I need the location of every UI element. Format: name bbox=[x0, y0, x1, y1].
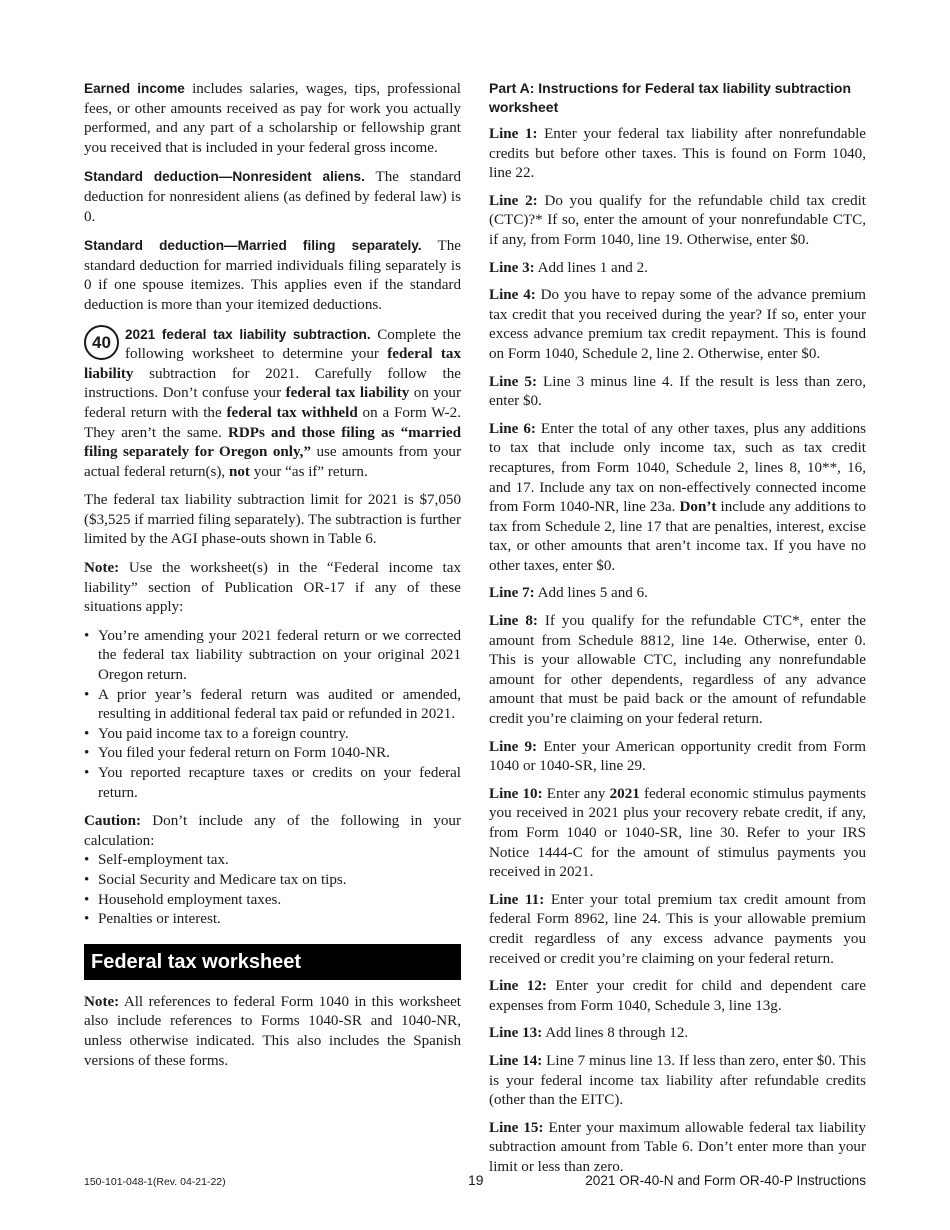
list-item-text: Penalties or interest. bbox=[98, 911, 221, 928]
std-deduction-nonresident-paragraph bbox=[84, 167, 461, 227]
worksheet-note-text: All references to federal Form 1040 in this worksheet also include references to Forms 1040-SR and 1040-NR, unless otherwise indicated. This also includes the Spanish versions of these forms. bbox=[84, 993, 461, 1069]
ftl-bold-5: not bbox=[228, 463, 250, 480]
line-10-instruction bbox=[489, 785, 866, 883]
line-4-instruction bbox=[489, 286, 866, 364]
line-9-instruction bbox=[489, 738, 866, 777]
line-label: Line 14: bbox=[489, 1052, 543, 1069]
list-item-text: Self-employment tax. bbox=[98, 852, 229, 869]
caution-text: Don’t include any of the following in your calculation: bbox=[84, 813, 461, 849]
line-text: Add lines 8 through 12. bbox=[542, 1025, 689, 1042]
line-text: Add lines 1 and 2. bbox=[534, 259, 648, 276]
note-text: Use the worksheet(s) in the “Federal income tax liability” section of Publication OR-17 if any of these situations apply: bbox=[84, 560, 461, 616]
list-item bbox=[84, 910, 461, 930]
line-text: Enter any bbox=[542, 785, 610, 802]
line-label: Line 5: bbox=[489, 373, 537, 390]
ftl-bold-3: federal tax withheld bbox=[226, 404, 358, 421]
line-text: Enter your credit for child and dependent care expenses from Form 1040, Schedule 3, line 13g. bbox=[489, 978, 867, 1014]
line-label: Line 12: bbox=[489, 978, 547, 995]
line-text: Line 3 minus line 4. If the result is less than zero, enter $0. bbox=[489, 373, 867, 410]
list-item bbox=[84, 891, 461, 911]
bullet: • bbox=[84, 765, 90, 781]
list-item bbox=[84, 744, 461, 764]
worksheet-note-paragraph bbox=[84, 993, 461, 1071]
ftl-text-5: use amounts from your actual federal return(s), bbox=[84, 444, 461, 480]
std-deduction-mfs-paragraph bbox=[84, 236, 461, 315]
line-14-instruction bbox=[489, 1052, 866, 1111]
list-item-text: A prior year’s federal return was audited or amended, resulting in additional federal tax paid or refunded in 2021. bbox=[98, 686, 461, 723]
line-1-instruction bbox=[489, 125, 866, 184]
bullet: • bbox=[84, 686, 90, 703]
ftl-text-3: on your federal return with the bbox=[84, 385, 461, 421]
line-label: Line 15: bbox=[489, 1119, 544, 1136]
line-label: Line 6: bbox=[489, 420, 536, 437]
line-label: Line 1: bbox=[489, 126, 538, 142]
line-5-instruction bbox=[489, 373, 866, 412]
line-13-instruction bbox=[489, 1024, 866, 1044]
line-8-instruction bbox=[489, 612, 866, 730]
part-a-heading: Part A: Instructions for Federal tax liability subtraction worksheet bbox=[489, 80, 851, 115]
page-number: 19 bbox=[468, 1172, 484, 1188]
bullet: • bbox=[84, 745, 90, 762]
list-item-text: You filed your federal return on Form 1040-NR. bbox=[98, 745, 390, 762]
note-paragraph bbox=[84, 559, 461, 618]
line-label: Line 8: bbox=[489, 613, 538, 630]
list-item bbox=[84, 871, 461, 891]
bullet: • bbox=[84, 627, 90, 644]
line-text: Enter your maximum allowable federal tax liability subtraction amount from Table 6. Don’t enter more than your limit or less than zero. bbox=[489, 1119, 867, 1175]
section-banner: Federal tax worksheet bbox=[84, 944, 461, 980]
worksheet-note-term: Note: bbox=[84, 993, 120, 1010]
bullet: • bbox=[84, 852, 90, 869]
ftl-bold-4: RDPs and those filing as “married filing separately for Oregon only,” bbox=[84, 424, 461, 461]
bullet: • bbox=[84, 725, 90, 742]
ftl-text-4: on a Form W-2. They aren’t the same. bbox=[84, 404, 461, 441]
std-deduction-mfs-term: Standard deduction—Married filing separately. bbox=[84, 238, 422, 254]
document-title: 2021 OR-40-N and Form OR-40-P Instructions bbox=[585, 1173, 866, 1188]
line-label: Line 10: bbox=[489, 785, 543, 802]
line-label: Line 3: bbox=[489, 259, 535, 276]
bullet: • bbox=[84, 911, 90, 928]
list-item bbox=[84, 627, 461, 686]
page-footer bbox=[84, 1172, 866, 1192]
earned-income-paragraph bbox=[84, 79, 461, 158]
line-emphasis: 2021 bbox=[609, 785, 640, 802]
list-item-text: Social Security and Medicare tax on tips. bbox=[98, 871, 347, 888]
exclusions-list bbox=[84, 851, 461, 929]
ftl-text-2: subtraction for 2021. Carefully follow the instructions. Don’t confuse your bbox=[84, 365, 461, 402]
list-item-text: You paid income tax to a foreign country. bbox=[98, 725, 349, 742]
earned-income-text: includes salaries, wages, tips, professional fees, or other amounts received as pay for work you actually performed, and any part of a scholarship or fellowship grant you received that is included in your federal gross income. bbox=[84, 81, 461, 156]
list-item bbox=[84, 725, 461, 745]
line-label: Line 4: bbox=[489, 287, 536, 304]
std-deduction-nonresident-term: Standard deduction—Nonresident aliens. bbox=[84, 169, 365, 185]
line-emphasis: Don’t bbox=[679, 499, 717, 516]
list-item-text: You reported recapture taxes or credits on your federal return. bbox=[98, 765, 461, 801]
line-7-instruction bbox=[489, 584, 866, 604]
line-6-instruction bbox=[489, 420, 866, 577]
line-11-instruction bbox=[489, 891, 866, 969]
line-12-instruction bbox=[489, 977, 866, 1016]
list-item bbox=[84, 851, 461, 871]
line-3-instruction bbox=[489, 259, 866, 279]
line-2-instruction bbox=[489, 192, 866, 251]
line-text: Enter the total of any other taxes, plus any additions to tax that include only income tax, such as tax credit recaptures, from Form 1040, Schedule 2, lines 8, 10**, 16, and 17. Include any tax on non-effectively connected income from Form 1040-NR, line 23a. bbox=[489, 420, 867, 516]
std-deduction-nonresident-text: The standard deduction for nonresident aliens (as defined by federal law) is 0. bbox=[84, 169, 461, 225]
ftl-text-6: your “as if” return. bbox=[249, 463, 368, 480]
caution-paragraph bbox=[84, 812, 461, 851]
line-text: If you qualify for the refundable CTC*, enter the amount from Schedule 8812, line 14e. Otherwise, enter 0. This is your allowable CTC, including any nonrefundable amount for other dependents, regardless of any advance amount that must be paid back or the amount of refundable credit you’re claiming on your federal return. bbox=[489, 613, 866, 728]
line-15-instruction bbox=[489, 1119, 866, 1178]
std-deduction-mfs-text: The standard deduction for married individuals filing separately is 0 if one spouse itemizes. This applies even if the standard deduction is more than your itemized deductions. bbox=[84, 238, 461, 313]
form-id: 150-101-048-1(Rev. 04-21-22) bbox=[84, 1176, 226, 1188]
line-text: Do you have to repay some of the advance premium tax credit that you received during the year? If so, enter your excess advance premium tax credit repayment. This is found on Form 1040, Schedule 2, line 2. Otherwise, enter $0. bbox=[489, 287, 866, 362]
caution-term: Caution: bbox=[84, 813, 142, 830]
line-text: Do you qualify for the refundable child tax credit (CTC)?* If so, enter the amount of your nonrefundable CTC, if any, from Form 1040, line 19. Otherwise, enter $0. bbox=[489, 192, 866, 248]
federal-tax-liability-paragraph bbox=[84, 325, 461, 483]
line-label: Line 11: bbox=[489, 891, 545, 908]
line-text: Enter your American opportunity credit from Form 1040 or 1040-SR, line 29. bbox=[489, 738, 867, 775]
line-text: Enter your federal tax liability after nonrefundable credits but before other taxes. This is found on Form 1040, line 22. bbox=[489, 126, 867, 182]
line-text: Add lines 5 and 6. bbox=[534, 585, 648, 602]
list-item-text: Household employment taxes. bbox=[98, 891, 282, 908]
right-column bbox=[489, 79, 866, 1186]
left-column bbox=[84, 79, 461, 1080]
ftl-text-1: Complete the following worksheet to determine your bbox=[125, 326, 461, 363]
list-item-text: You’re amending your 2021 federal return or we corrected the federal tax liability subtraction on your original 2021 Oregon return. bbox=[98, 627, 461, 684]
situations-list bbox=[84, 627, 461, 803]
bullet: • bbox=[84, 871, 90, 888]
line-number-badge: 40 bbox=[84, 325, 119, 360]
list-item bbox=[84, 764, 461, 803]
line-label: Line 13: bbox=[489, 1025, 543, 1042]
line-text: Enter your total premium tax credit amount from federal Form 8962, line 24. This is your allowable premium credit regardless of any excess advance payments you received or credit you’re claiming on your federal return. bbox=[489, 891, 866, 967]
ftl-bold-1: federal tax liability bbox=[84, 346, 461, 382]
list-item bbox=[84, 686, 461, 725]
ftl-bold-2: federal tax liability bbox=[285, 385, 410, 402]
subtraction-limit-paragraph: The federal tax liability subtraction limit for 2021 is $7,050 ($3,525 if married filing separately). The subtraction is further limited by the AGI phase-outs shown in Table 6. bbox=[84, 492, 461, 548]
line-label: Line 2: bbox=[489, 192, 538, 209]
line-label: Line 7: bbox=[489, 585, 535, 602]
line-label: Line 9: bbox=[489, 738, 538, 755]
line-text: federal economic stimulus payments you received in 2021 plus your recovery rebate credit, if any, from Form 1040 or 1040-SR, line 30. Refer to your IRS Notice 1444-C for the amount of stimulus payments you received in 2021. bbox=[489, 785, 867, 881]
bullet: • bbox=[84, 891, 90, 908]
federal-tax-liability-term: 2021 federal tax liability subtraction. bbox=[125, 326, 371, 342]
earned-income-term: Earned income bbox=[84, 81, 185, 96]
note-term: Note: bbox=[84, 560, 120, 577]
line-text: include any additions to tax from Schedule 2, line 17 that are penalties, interest, excise tax, or other amounts that aren’t income tax. If you have no other taxes, enter $0. bbox=[489, 499, 866, 574]
line-text: Line 7 minus line 13. If less than zero, enter $0. This is your federal income tax liability after refundable credits (other than the EITC). bbox=[489, 1052, 866, 1109]
